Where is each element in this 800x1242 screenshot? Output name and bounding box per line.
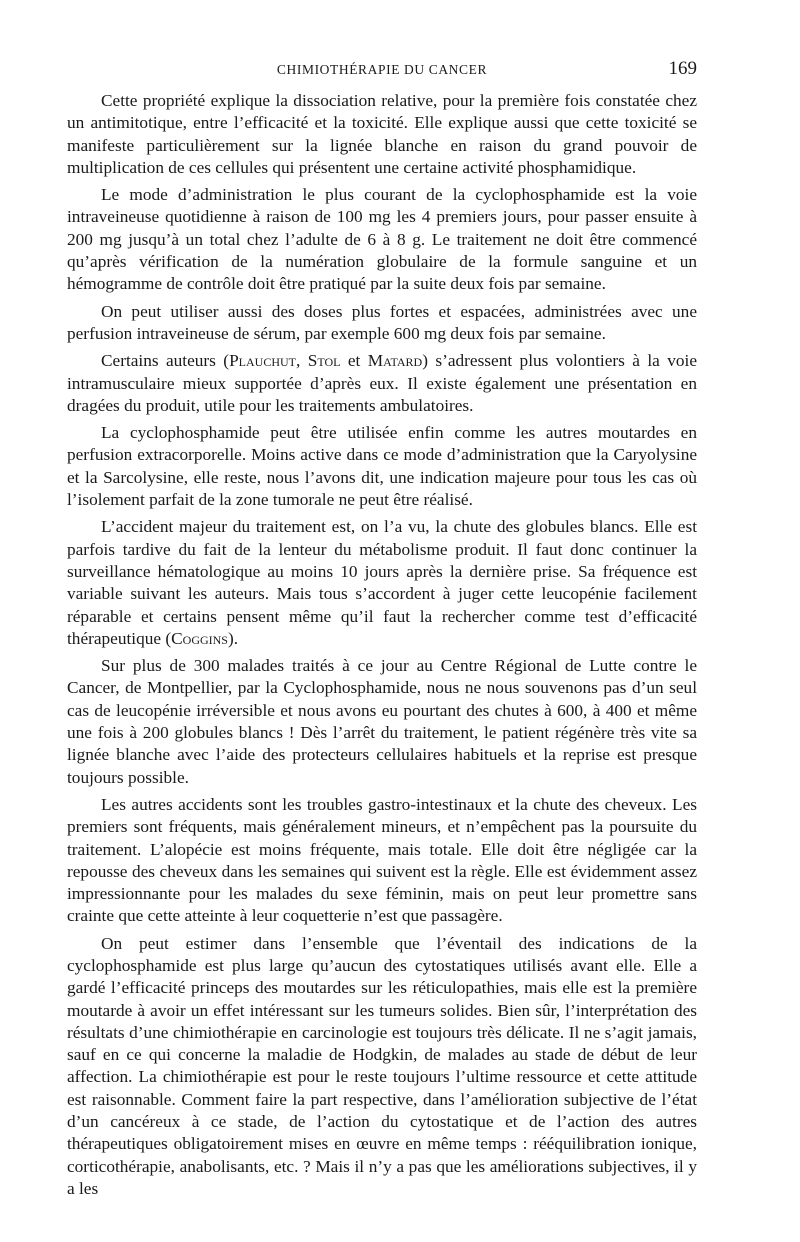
paragraph-5: La cyclophosphamide peut être utilisée enfin comme les autres moutardes en perfusion extracorporelle. Moins active dans ce mode d’administration que la Caryolysine et la Sarcolysine, elle reste, nous l’avons dit, une indication majeure pour tous les cas où l’isolement parfait de la zone tumorale ne peut être réalisé. <box>67 423 697 510</box>
author-name: Stol <box>307 351 341 371</box>
paragraph-9: On peut estimer dans l’ensemble que l’éventail des indications de la cyclophosphamide est plus large qu’aucun des cytostatiques utilisés avant elle. Elle a gardé l’efficacité princeps des moutardes sur les réticulopathies, mais elle est la première moutarde à avoir un effet intéressant sur les tumeurs solides. Bien sûr, l’interprétation des résultats d’une chimiothérapie en carcinologie est toujours très délicate. Il ne s’agit jamais, sauf en ce qui concerne la maladie de Hodgkin, de malades au stade de début de leur affection. La chimiothérapie est pour le reste toujours l’ultime ressource et cette attitude est raisonnable. Comment faire la part respective, dans l’amélioration subjective de l’état d’un cancéreux à ce stade, de l’action du cytostatique et de l’action des autres thérapeutiques obligatoirement mises en œuvre en même temps : rééquilibration ionique, corticothérapie, anabolisants, etc. ? Mais il n’y a pas que les améliorations subjectives, il y a les <box>67 933 697 1198</box>
text-run: L’accident majeur du traitement est, on l’a vu, la chute des globules blancs. Elle est parfois tardive du fait de la lenteur du métabolisme produit. Il faut donc continuer la surveillance hématologique au moins 10 jours après la dernière prise. Sa fréquence est variable suivant les auteurs. Mais tous s’accordent à juger cette leucopénie facilement réparable et certains pensent même qu’il faut la rechercher comme test d’efficacité thérapeutique ( <box>67 517 697 648</box>
body-text <box>67 90 697 1200</box>
running-header <box>67 58 697 84</box>
paragraph-1: Cette propriété explique la dissociation relative, pour la première fois constatée chez un antimitotique, entre l’efficacité et la toxicité. Elle explique aussi que cette toxicité se manifeste particulièrement sur la lignée blanche en raison du grand pouvoir de multiplication de ces cellules qui présentent une certaine activité phosphamidique. <box>67 91 697 177</box>
running-title: CHIMIOTHÉRAPIE DU CANCER <box>276 62 488 77</box>
text-run: ). <box>228 628 239 648</box>
author-name: Matard <box>367 351 423 371</box>
text-run: Certains auteurs ( <box>101 351 230 371</box>
book-page <box>67 58 697 1205</box>
author-name: Plauchut <box>229 351 297 371</box>
paragraph-7: Sur plus de 300 malades traités à ce jour au Centre Régional de Lutte contre le Cancer, de Montpellier, par la Cyclophosphamide, nous ne nous souvenons pas d’un seul cas de leucopénie irréversible et nous avons eu pourtant des chutes à 600, à 400 et même une fois à 200 globules blancs ! Dès l’arrêt du traitement, le patient régénère très vite sa lignée blanche avec l’aide des protecteurs cellulaires habituels et la reprise est presque toujours possible. <box>67 656 697 787</box>
page-number: 169 <box>668 58 697 79</box>
text-run: ) s’adressent plus volontiers à la voie intramusculaire mieux supportée d’après eux. Il existe également une présentation en dragées du produit, utile pour les traitements ambulatoires. <box>67 351 697 415</box>
author-name: Coggins <box>171 628 228 648</box>
paragraph-4 <box>67 350 697 417</box>
paragraph-2: Le mode d’administration le plus courant de la cyclophosphamide est la voie intraveineuse quotidienne à raison de 100 mg les 4 premiers jours, pour passer ensuite à 200 mg jusqu’à un total chez l’adulte de 6 à 8 g. Le traitement ne doit être commencé qu’après vérification de la numération globulaire de la formule sanguine et un hémogramme de contrôle doit être pratiqué par la suite deux fois par semaine. <box>67 185 697 294</box>
paragraph-8: Les autres accidents sont les troubles gastro-intestinaux et la chute des cheveux. Les premiers sont fréquents, mais généralement mineurs, et n’empêchent pas la poursuite du traitement. L’alopécie est moins fréquente, mais totale. Elle doit être négligée car la repousse des cheveux dans les semaines qui suivent est la règle. Elle est évidemment assez impressionnante pour les malades du sexe féminin, mais on peut leur promettre sans crainte que cette atteinte à leur coquetterie n’est que passagère. <box>67 794 697 926</box>
paragraph-3: On peut utiliser aussi des doses plus fortes et espacées, administrées avec une perfusion intraveineuse de sérum, par exemple 600 mg deux fois par semaine. <box>67 301 697 343</box>
paragraph-6 <box>67 516 697 650</box>
text-run: , <box>296 351 308 371</box>
text-run: et <box>340 351 368 371</box>
